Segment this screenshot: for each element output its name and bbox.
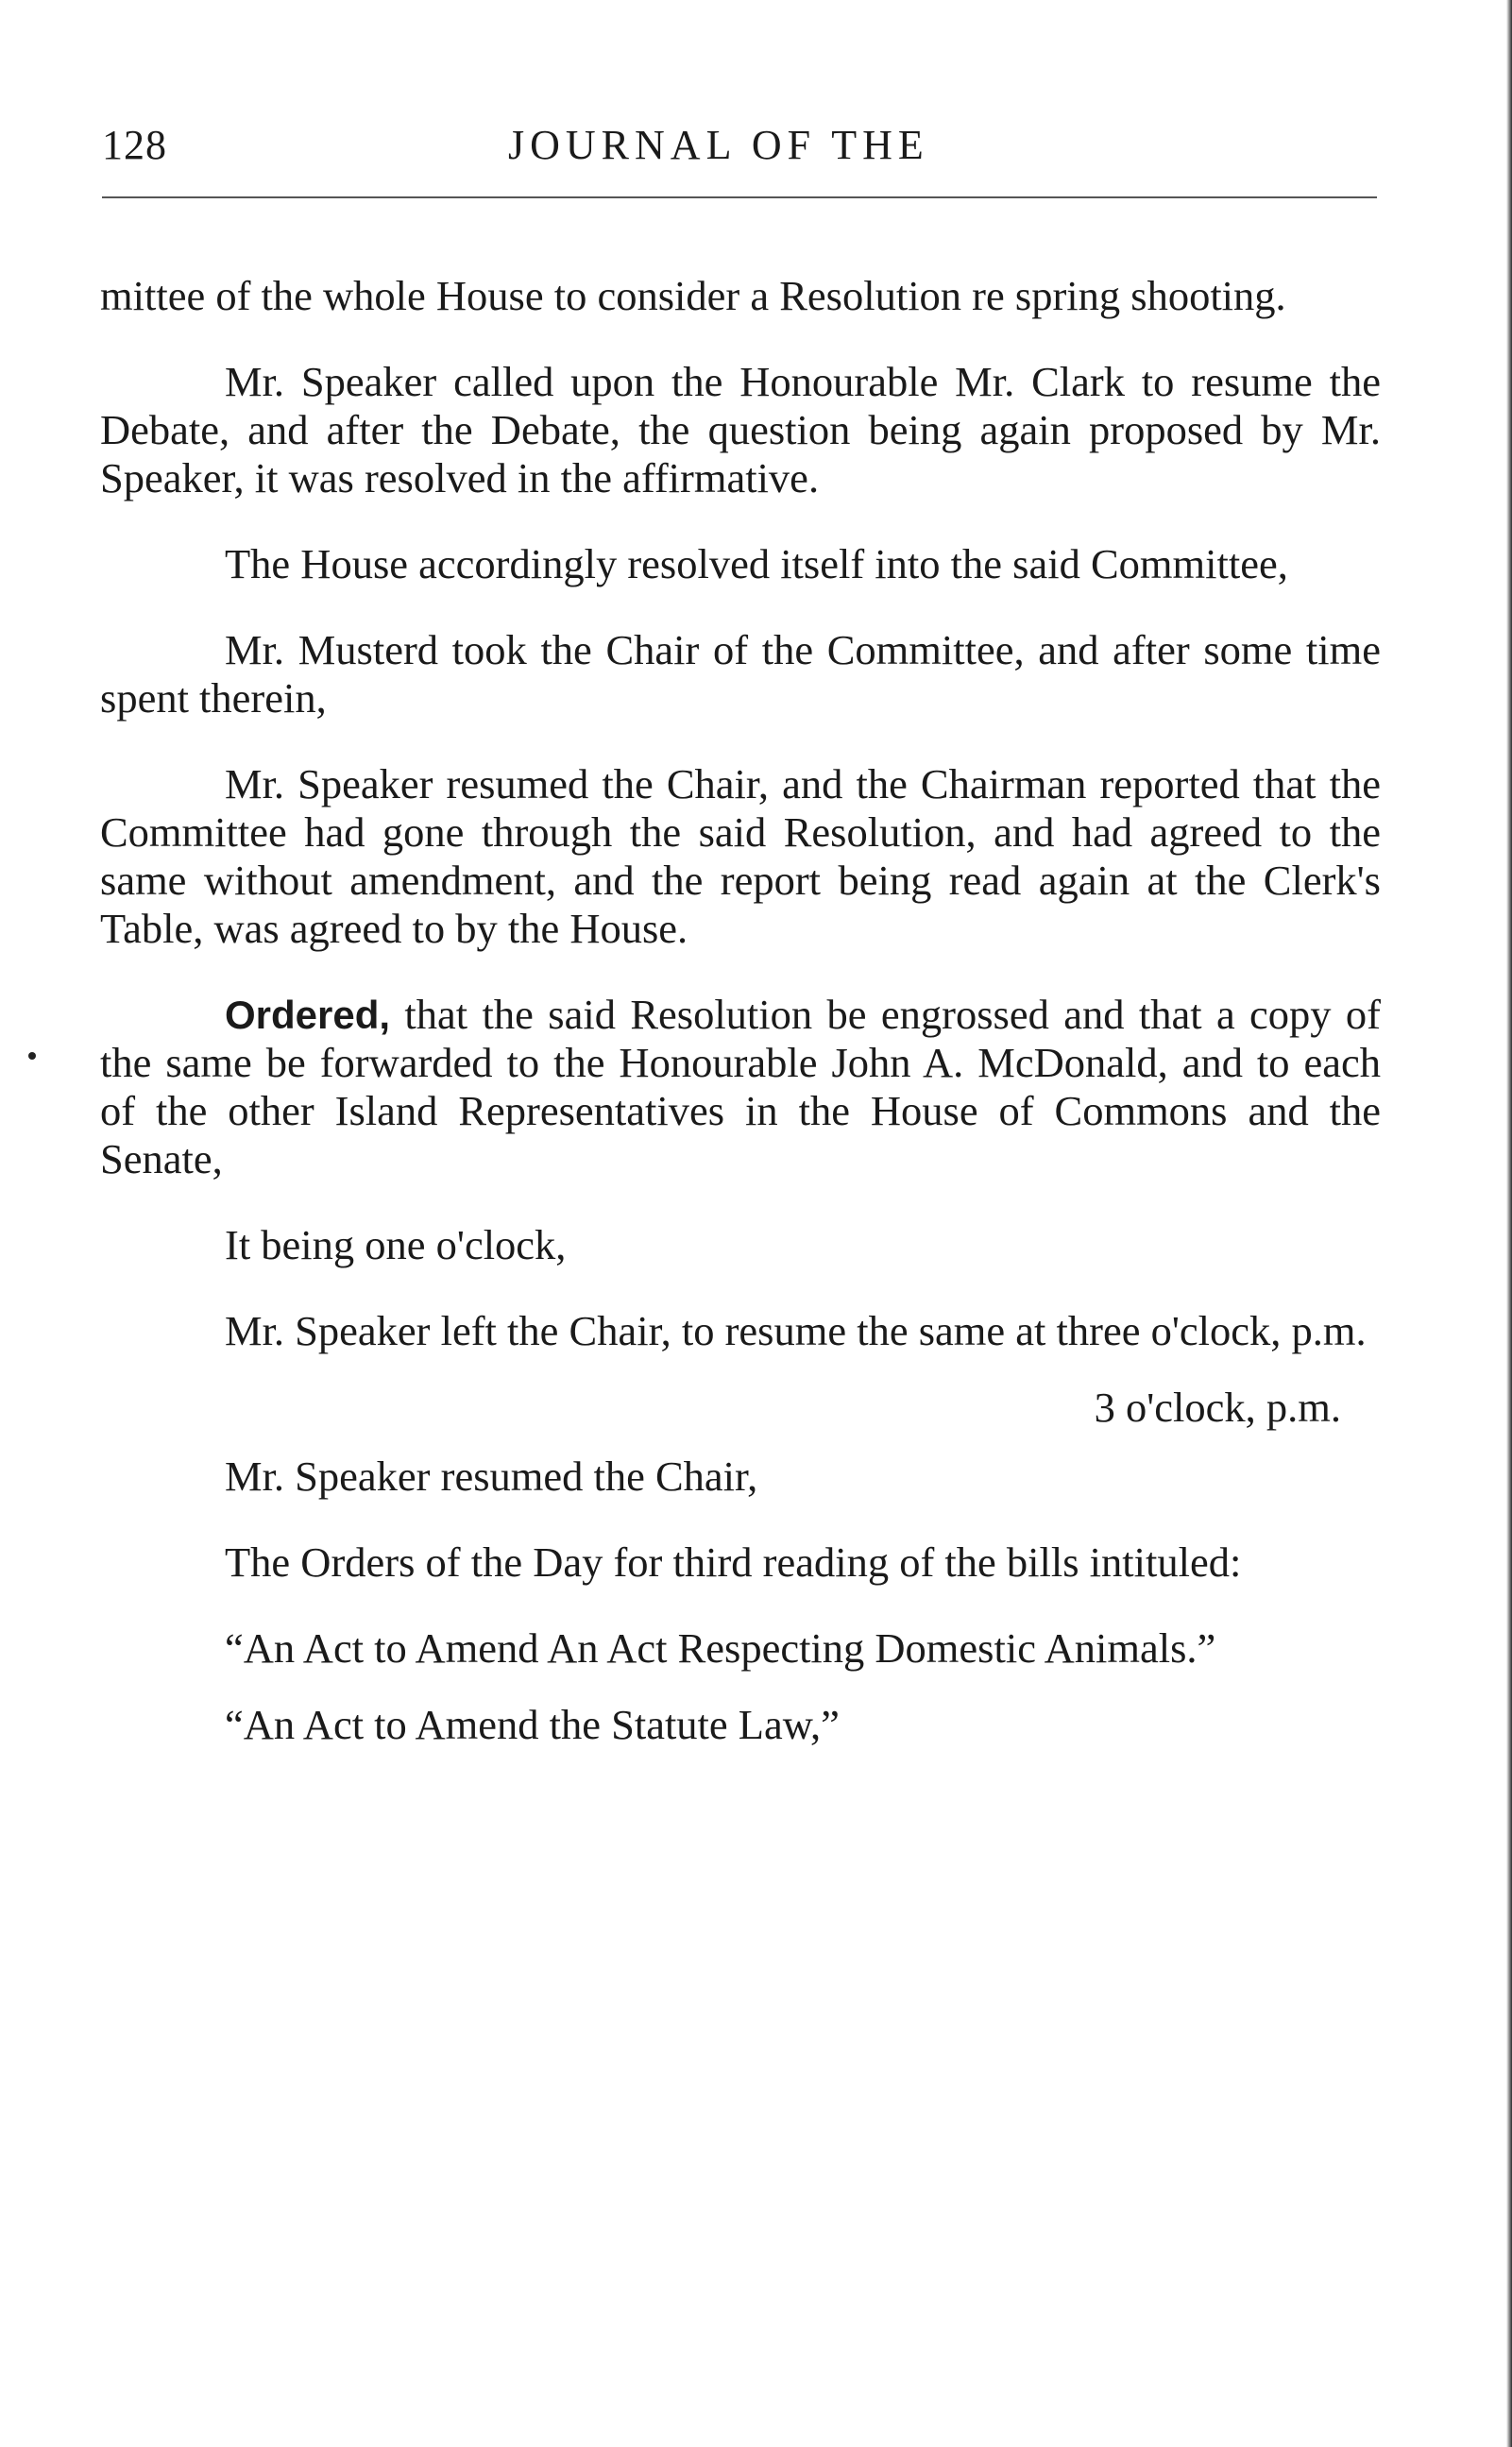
- time-stamp: 3 o'clock, p.m.: [1094, 1384, 1341, 1431]
- paragraph-chair: Mr. Musterd took the Chair of the Committee, and after some time spent therein,: [100, 626, 1381, 722]
- paragraph-ordered: [100, 991, 1381, 1183]
- paragraph-orders-of-day: The Orders of the Day for third reading of the bills intituled:: [225, 1538, 1242, 1586]
- paragraph-speaker-left: Mr. Speaker left the Chair, to resume the same at three o'clock, p.m.: [225, 1307, 1367, 1354]
- ordered-text: that the said Resolution be engrossed and that a copy of the same be forwarded to the Honourable John A. McDonald, and to each of the other Island Representatives in the House of Commons and the Senate,: [100, 991, 1381, 1182]
- page-number: 128: [102, 122, 167, 168]
- paragraph-debate: Mr. Speaker called upon the Honourable Mr. Clark to resume the Debate, and after the Debate, the question being again proposed by Mr. Speaker, it was resolved in the affirmative.: [100, 358, 1381, 501]
- paragraph-one-oclock: It being one o'clock,: [225, 1221, 567, 1268]
- bill-title-statute-law: “An Act to Amend the Statute Law,”: [225, 1701, 840, 1748]
- page-edge-shadow: [1506, 0, 1512, 2447]
- paragraph-speaker-resumed: Mr. Speaker resumed the Chair,: [225, 1453, 758, 1500]
- header-rule: [102, 196, 1377, 198]
- ordered-label: Ordered,: [225, 993, 391, 1037]
- bill-title-domestic-animals: “An Act to Amend An Act Respecting Domestic Animals.”: [225, 1624, 1216, 1672]
- journal-body: [100, 272, 1381, 1787]
- running-head: JOURNAL OF THE: [508, 122, 929, 168]
- paragraph-continuation: mittee of the whole House to consider a Resolution re spring shooting.: [100, 272, 1286, 319]
- paragraph-report: Mr. Speaker resumed the Chair, and the Chairman reported that the Committee had gone through the said Resolution, and had agreed to the same without amendment, and the report being read again at the Clerk's Table, was agreed to by the House.: [100, 760, 1381, 952]
- page-header: [102, 121, 1377, 178]
- margin-mark: [28, 1052, 36, 1060]
- paragraph-committee: The House accordingly resolved itself into the said Committee,: [225, 540, 1288, 587]
